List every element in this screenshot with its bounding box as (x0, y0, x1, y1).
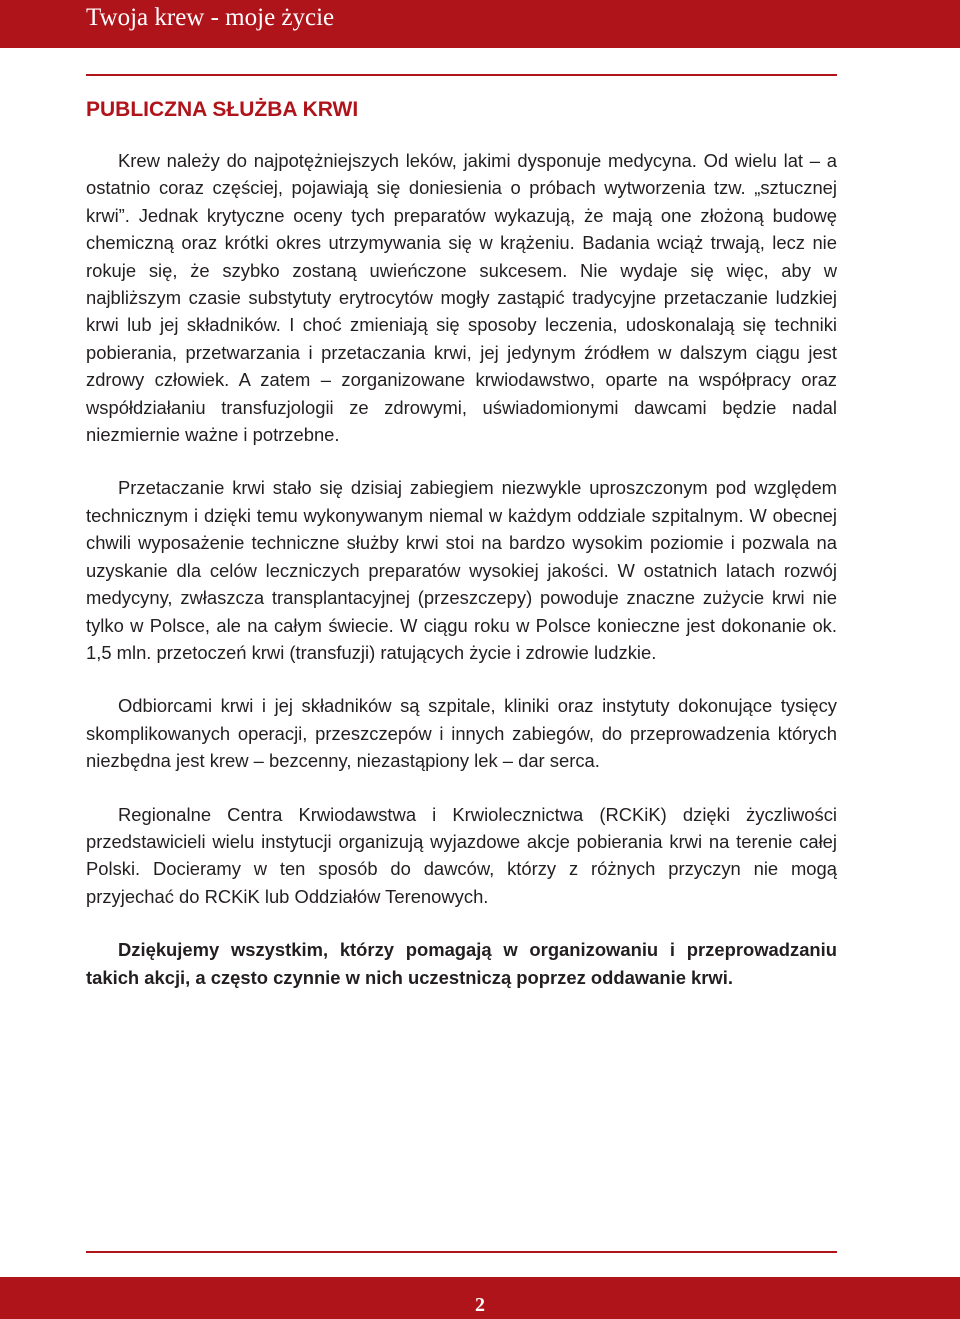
page-number: 2 (475, 1294, 485, 1316)
top-divider (86, 74, 837, 76)
paragraph-rckik-campaigns: Regionalne Centra Krwiodawstwa i Krwiolecznictwa (RCKiK) dzięki życzliwości przedstawicieli wielu instytucji organizują wyjazdowe akcje pobierania krwi na terenie całej Polski. Docieramy w ten sposób do dawców, którzy z różnych przyczyn nie mogą przyjechać do RCKiK lub Oddziałów Terenowych. (86, 803, 837, 907)
paragraph-transfusion-practice: Przetaczanie krwi stało się dzisiaj zabiegiem niezwykle uproszczonym pod względem technicznym i dzięki temu wykonywanym niemal w każdym oddziale szpitalnym. W obecnej chwili wyposażenie techniczne służby krwi stoi na bardzo wysokim poziomie i pozwala na uzyskanie dla celów leczniczych preparatów wysokiej jakości. W ostatnich latach rozwój medycyny, zwłaszcza transplantacyjnej (przeszczepy) powoduje znaczne zużycie krwi nie tylko w Polsce, ale na całym świecie. W ciągu roku w Polsce konieczne jest dokonanie ok. 1,5 mln. przetoczeń krwi (transfuzji) ratujących życie i zdrowie ludzkie. (86, 477, 837, 663)
paragraph-artificial-blood: Krew należy do najpotężniejszych leków, jakimi dysponuje medycyna. Od wielu lat – a ostatnio coraz częściej, pojawiają się doniesienia o próbach wytworzenia tzw. „sztucznej krwi”. Jednak krytyczne oceny tych preparatów wykazują, że mają one złożoną budowę chemiczną oraz krótki okres utrzymywania się w krążeniu. Badania wciąż trwają, lecz nie rokuje się, że szybko zostaną uwieńczone sukcesem. Nie wydaje się więc, aby w najbliższym czasie substytuty erytrocytów mogły zastąpić tradycyjne przetaczanie ludzkiej krwi lub jej składników. I choć zmieniają się sposoby leczenia, udoskonalają się techniki pobierania, przetwarzania i przetaczania krwi, jej jedynym źródłem w dalszym ciągu jest zdrowy człowiek. A zatem – zorganizowane krwiodawstwo, oparte na współpracy oraz współdziałaniu transfuzjologii ze zdrowymi, uświadomionymi dawcami będzie nadal niezmiernie ważne i potrzebne. (86, 150, 837, 446)
article-body (86, 147, 837, 1017)
section-heading: PUBLICZNA SŁUŻBA KRWI (86, 98, 359, 121)
paragraph-blood-recipients: Odbiorcami krwi i jej składników są szpitale, kliniki oraz instytuty dokonujące tysięcy skomplikowanych operacji, przeszczepów i innych zabiegów, do przeprowadzenia których niezbędna jest krew – bezcenny, niezastąpiony lek – dar serca. (86, 695, 837, 772)
footer-band (0, 1277, 960, 1319)
bottom-divider (86, 1251, 837, 1253)
paragraph-thanks: Dziękujemy wszystkim, którzy pomagają w organizowaniu i przeprowadzaniu takich akcji, a często czynnie w nich uczestniczą poprzez oddawanie krwi. (86, 939, 837, 988)
publication-title: Twoja krew - moje życie (86, 4, 335, 31)
header-band (0, 0, 960, 48)
